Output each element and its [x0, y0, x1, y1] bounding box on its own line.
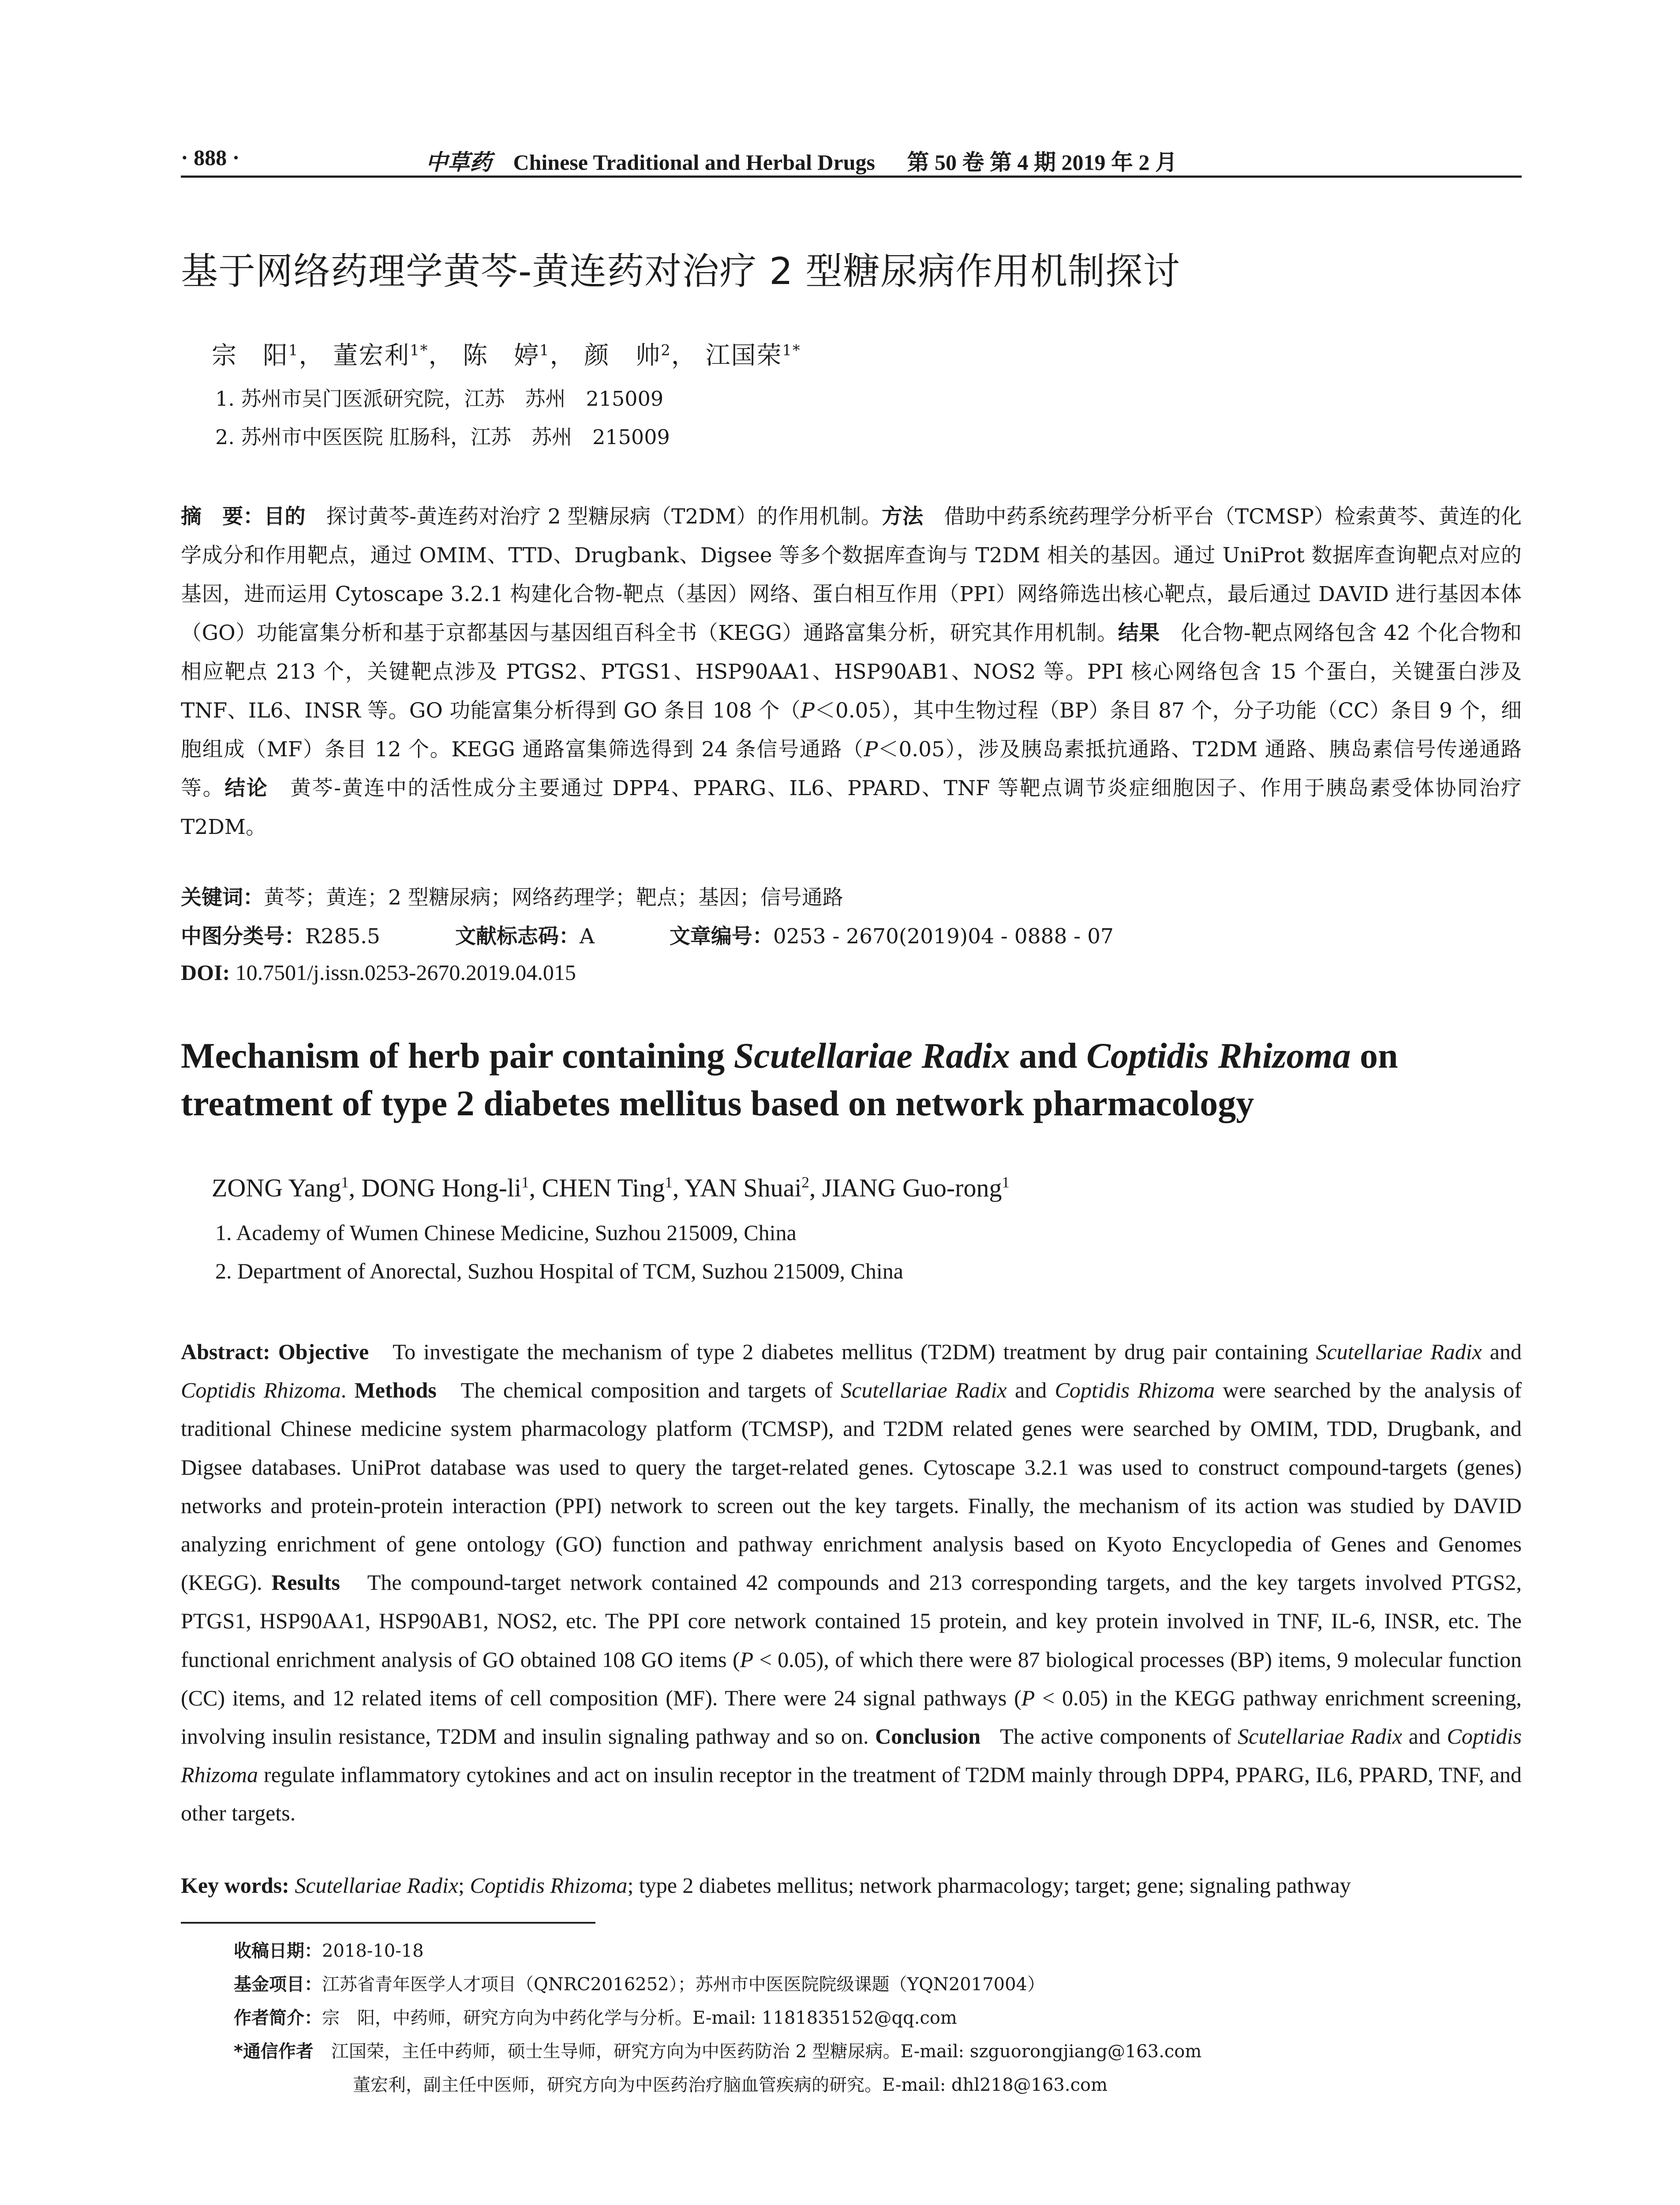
en-keyword-herb: Coptidis Rhizoma: [470, 1873, 628, 1898]
clc-value: R285.5: [305, 924, 380, 949]
en-author: DONG Hong-li: [361, 1174, 522, 1202]
cn-author: 陈 婷: [463, 341, 540, 370]
en-conclusion-label: Conclusion: [875, 1724, 981, 1749]
cn-keywords-label: 关键词：: [181, 886, 264, 910]
en-keywords-label: Key words:: [181, 1873, 289, 1898]
en-author-sep: ,: [809, 1174, 822, 1202]
doi-link[interactable]: 10.7501/j.issn.0253-2670.2019.04.015: [235, 960, 576, 985]
cn-methods-label: 方法: [882, 505, 924, 529]
page-number: · 888 ·: [181, 145, 240, 170]
footnote-rule: [181, 1922, 595, 1924]
running-header: [181, 140, 1522, 176]
en-objective-label: Objective: [278, 1339, 369, 1364]
journal-name-en: Chinese Traditional and Herbal Drugs: [513, 150, 875, 175]
journal-line: [426, 145, 1177, 176]
en-title-part: Mechanism of herb pair containing: [181, 1035, 734, 1076]
cn-abstract: [181, 497, 1522, 847]
cn-p-value: P: [801, 699, 815, 723]
cn-conclusion: 黄芩-黄连中的活性成分主要通过 DPP4、PPARG、IL6、PPARD、TNF 等靶点调节炎症细胞因子、作用于胰岛素受体协同治疗 T2DM。: [181, 776, 1522, 839]
doi: [181, 960, 576, 985]
cn-affiliation: 2. 苏州市中医医院 肛肠科，江苏 苏州 215009: [215, 425, 670, 449]
footnote-text: 2018-10-18: [322, 1941, 424, 1961]
footnote-text: 宗 阳，中药师，研究方向为中药化学与分析。E-mail: 1181835152@qq.com: [322, 2008, 957, 2028]
en-keywords-text: ; type 2 diabetes mellitus; network pharmacology; target; gene; signaling pathway: [627, 1873, 1351, 1898]
en-title: [181, 1032, 1522, 1127]
footnote-text: 江苏省青年医学人才项目（QNRC2016252）；苏州市中医医院院级课题（YQN2017004）: [322, 1974, 1045, 1995]
cn-results-label: 结果: [1118, 621, 1160, 645]
en-author-sup: 1: [1002, 1174, 1010, 1191]
en-text: and: [1007, 1378, 1055, 1403]
en-author-sep: ,: [348, 1174, 362, 1202]
en-keyword-sep: ;: [458, 1873, 470, 1898]
header-rule: [181, 176, 1522, 178]
en-title-part: on treatment of type 2 diabetes mellitus based on network pharmacology: [181, 1035, 1398, 1123]
cn-authors: 宗 阳$^1$， 董宏利$^{1*}$， 陈 婷$^1$， 颜 帅$^2$， 江国荣$^{1*}$: [212, 341, 801, 370]
footnote-corresponding: [234, 2037, 1201, 2063]
en-author: ZONG Yang: [212, 1174, 341, 1202]
cn-results: ＜0.05），涉及胰岛素抵抗通路、T2DM 通路、胰岛素信号传递通路等。: [181, 737, 1522, 800]
en-p-value: P: [740, 1647, 754, 1672]
en-methods-label: Methods: [354, 1378, 437, 1403]
doi-label: DOI:: [181, 960, 230, 985]
en-text: .: [340, 1378, 347, 1403]
footnote-bio: [234, 2004, 957, 2029]
cn-author: 宗 阳: [212, 341, 288, 370]
cn-author-sup: 1*: [410, 341, 429, 359]
en-keywords: [181, 1872, 1351, 1898]
en-conclusion: The active components of: [1000, 1724, 1238, 1749]
cn-p-value: P: [864, 737, 878, 762]
en-methods: were searched by the analysis of traditional Chinese medicine system pharmacology platform (TCMSP), and T2DM related genes were searched by OMIM, TDD, Drugbank, and Digsee databases. UniProt database was used to query the target-related genes. Cytoscape 3.2.1 was used to construct compound-targets (genes) networks and protein-protein interaction (PPI) network to screen out the key targets. Finally, the mechanism of its action was studied by DAVID analyzing enrichment of gene ontology (GO) function and pathway enrichment analysis based on Kyoto Encyclopedia of Genes and Genomes (KEGG).: [181, 1378, 1522, 1595]
en-affiliation: 1. Academy of Wumen Chinese Medicine, Suzhou 215009, China: [215, 1220, 797, 1245]
cn-title: 基于网络药理学黄芩-黄连药对治疗 2 型糖尿病作用机制探讨: [181, 250, 1181, 293]
cn-results: 化合物-靶点网络包含 42 个化合物和相应靶点 213 个，关键靶点涉及 PTGS2、PTGS1、HSP90AA1、HSP90AB1、NOS2 等。PPI 核心网络包含 15 个蛋白，关键蛋白涉及 TNF、IL6、INSR 等。GO 功能富集分析得到 GO 条目 108 个（: [181, 621, 1522, 723]
cn-keywords-text: 黄芩；黄连；2 型糖尿病；网络药理学；靶点；基因；信号通路: [264, 886, 843, 910]
cn-objective-label: 目的: [264, 505, 306, 529]
en-results-label: Results: [271, 1570, 340, 1595]
en-conclusion: regulate inflammatory cytokines and act on insulin receptor in the treatment of T2DM mainly through DPP4, PPARG, IL6, PPARD, TNF, and other targets.: [181, 1762, 1522, 1826]
cn-conclusion-label: 结论: [224, 776, 269, 800]
issue-info: 第 50 卷 第 4 期 2019 年 2 月: [907, 150, 1177, 175]
en-authors: [212, 1173, 1010, 1203]
en-herb: Coptidis Rhizoma: [1055, 1378, 1215, 1403]
footnote-label: *通信作者: [234, 2041, 314, 2062]
doc-code-label: 文献标志码：: [455, 924, 580, 949]
cn-author-sup: 1: [288, 341, 299, 359]
en-abstract-label: Abstract:: [181, 1339, 270, 1364]
en-herb: Coptidis Rhizoma: [181, 1724, 1522, 1787]
en-herb: Scutellariae Radix: [841, 1378, 1007, 1403]
clc-label: 中图分类号：: [181, 924, 305, 949]
article-no-label: 文章编号：: [669, 924, 773, 949]
en-author-sup: 1: [521, 1174, 529, 1191]
en-results: < 0.05), of which there were 87 biological processes (BP) items, 9 molecular function (CC) items, and 12 related items of cell composition (MF). There were 24 signal pathways (: [181, 1647, 1522, 1710]
cn-results: ＜0.05），其中生物过程（BP）条目 87 个，分子功能（CC）条目 9 个，细胞组成（MF）条目 12 个。KEGG 通路富集筛选得到 24 条信号通路（: [181, 699, 1522, 762]
en-author-sup: 1: [341, 1174, 349, 1191]
en-abstract: [181, 1333, 1522, 1833]
en-keyword-herb: Scutellariae Radix: [295, 1873, 459, 1898]
en-author: YAN Shuai: [684, 1174, 802, 1202]
en-author-sup: 1: [665, 1174, 673, 1191]
footnote-label: 作者简介：: [234, 2008, 322, 2028]
en-herb: Scutellariae Radix: [1316, 1339, 1482, 1364]
cn-classification: [181, 920, 1114, 949]
cn-objective: 探讨黄芩-黄连药对治疗 2 型糖尿病（T2DM）的作用机制。: [326, 505, 882, 529]
cn-author-sup: 1: [539, 341, 550, 359]
en-text: and: [1482, 1339, 1522, 1364]
en-p-value: P: [1021, 1685, 1035, 1710]
journal-logo-cn: 中草药: [426, 149, 492, 175]
article-no-value: 0253 - 2670(2019)04 - 0888 - 07: [773, 924, 1114, 949]
cn-affiliation: 1. 苏州市吴门医派研究院，江苏 苏州 215009: [215, 387, 664, 411]
en-title-herb: Scutellariae Radix: [733, 1035, 1010, 1076]
en-objective: To investigate the mechanism of type 2 diabetes mellitus (T2DM) treatment by drug pair containing: [393, 1339, 1316, 1364]
cn-author: 江国荣: [705, 341, 782, 370]
en-title-part: and: [1010, 1035, 1087, 1076]
en-text: and: [1402, 1724, 1447, 1749]
footnote-label: 基金项目：: [234, 1974, 322, 1995]
en-results: < 0.05) in the KEGG pathway enrichment screening, involving insulin resistance, T2DM and insulin signaling pathway and so on.: [181, 1685, 1522, 1749]
cn-author-sup: 2: [661, 341, 671, 359]
en-herb: Coptidis Rhizoma: [181, 1378, 341, 1403]
cn-abstract-label: 摘 要：: [181, 505, 264, 529]
cn-methods: 借助中药系统药理学分析平台（TCMSP）检索黄芩、黄连的化学成分和作用靶点，通过 OMIM、TTD、Drugbank、Digsee 等多个数据库查询与 T2DM 相关的基因。通过 UniProt 数据库查询靶点对应的基因，进而运用 Cytoscape 3.2.1 构建化合物-靶点（基因）网络、蛋白相互作用（PPI）网络筛选出核心靶点，最后通过 DAVID 进行基因本体（GO）功能富集分析和基于京都基因与基因组百科全书（KEGG）通路富集分析，研究其作用机制。: [181, 505, 1522, 645]
footnote-label: 收稿日期：: [234, 1941, 322, 1961]
cn-keywords: [181, 881, 843, 911]
en-author-sep: ,: [672, 1174, 685, 1202]
cn-author: 董宏利: [333, 341, 410, 370]
footnote-received: [234, 1937, 424, 1962]
en-methods: The chemical composition and targets of: [460, 1378, 841, 1403]
footnote-text: 江国荣，主任中药师，硕士生导师，研究方向为中医药防治 2 型糖尿病。E-mail: szguorongjiang@163.com: [331, 2041, 1202, 2062]
en-results: The compound-target network contained 42 compounds and 213 corresponding targets, and the key targets involved PTGS2, PTGS1, HSP90AA1, HSP90AB1, NOS2, etc. The PPI core network contained 15 protein, and key protein involved in TNF, IL-6, INSR, etc. The functional enrichment analysis of GO obtained 108 GO items (: [181, 1570, 1522, 1672]
en-author: CHEN Ting: [542, 1174, 665, 1202]
en-author: JIANG Guo-rong: [822, 1174, 1002, 1202]
en-author-sep: ,: [529, 1174, 542, 1202]
doc-code-value: A: [579, 924, 595, 949]
cn-author: 颜 帅: [584, 341, 661, 370]
en-affiliation: 2. Department of Anorectal, Suzhou Hospital of TCM, Suzhou 215009, China: [215, 1259, 903, 1283]
footnote-corresponding-2: 董宏利，副主任中医师，研究方向为中医药治疗脑血管疾病的研究。E-mail: dhl218@163.com: [353, 2075, 1108, 2095]
en-author-sup: 2: [801, 1174, 809, 1191]
en-title-herb: Coptidis Rhizoma: [1086, 1035, 1351, 1076]
cn-author-sup: 1*: [782, 341, 801, 359]
footnote-fund: [234, 1970, 1045, 1996]
en-herb: Scutellariae Radix: [1238, 1724, 1403, 1749]
